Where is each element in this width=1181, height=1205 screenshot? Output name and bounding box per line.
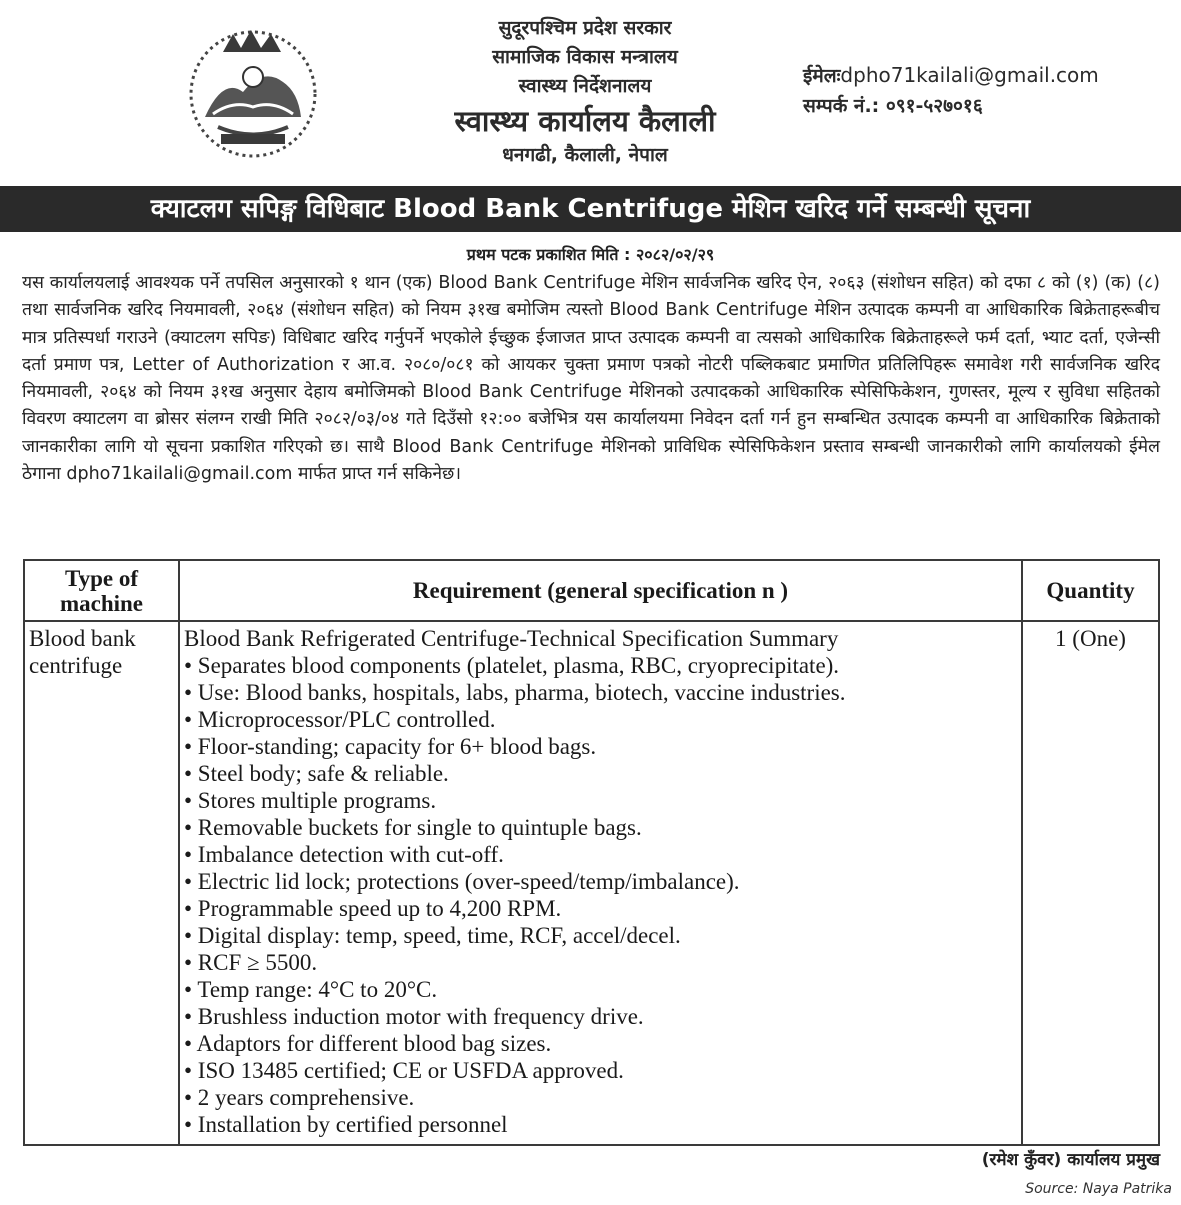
email-label: ईमेलः: [803, 65, 841, 87]
organization-block: [400, 14, 770, 169]
list-item: • Adaptors for different blood bag sizes.: [184, 1031, 552, 1056]
requirement-cell: [179, 621, 1022, 1145]
list-item: • Digital display: temp, speed, time, RCF, accel/decel.: [184, 923, 681, 948]
requirement-title: Blood Bank Refrigerated Centrifuge-Technical Specification Summary: [184, 626, 839, 651]
phone-label: सम्पर्क नं.:: [803, 95, 880, 117]
table-header-row: [24, 560, 1159, 621]
specification-table: [23, 559, 1160, 1146]
list-item: • Removable buckets for single to quintuple bags.: [184, 815, 642, 840]
phone-number: ०९१-५२७०१६: [885, 95, 983, 117]
notice-body: यस कार्यालयलाई आवश्यक पर्ने तपसिल अनुसारको १ थान (एक) Blood Bank Centrifuge मेशिन सार्वजनिक खरिद ऐन, २०६३ (संशोधन सहित) को दफा ८ को (१) (क) (८) तथा सार्वजनिक खरिद नियमावली, २०६४ (संशोधन सहित) को नियम ३१ख बमोजिम त्यस्तो Blood Bank Centrifuge मेशिन उत्पादक कम्पनी वा आधिकारिक बिक्रेताहरूबीच मात्र प्रतिस्पर्धा गराउने (क्याटलग सपिङ) विधिबाट खरिद गर्नुपर्ने भएकोले ईच्छुक ईजाजत प्राप्त उत्पादक कम्पनी वा त्यसको आधिकारिक बिक्रेताहरूले फर्म दर्ता, भ्याट दर्ता, एजेन्सी दर्ता प्रमाण पत्र, Letter of Authorization र आ.व. २०८०/०८१ को आयकर चुक्ता प्रमाण पत्रको नोटरी पब्लिकबाट प्रमाणित प्रतिलिपिहरू समावेश गरी सार्वजनिक खरिद नियमावली, २०६४ को नियम ३१ख अनुसार देहाय बमोजिमको Blood Bank Centrifuge मेशिनको उत्पादकको आधिकारिक स्पेसिफिकेशन, गुणस्तर, मूल्य र सुविधा सहितको विवरण क्याटलग वा ब्रोसर संलग्न राखी मिति २०८२/०३/०४ गते दिउँसो १२:०० बजेभित्र यस कार्यालयमा निवेदन दर्ता गर्न हुन सम्बन्धित उत्पादक कम्पनी वा आधिकारिक बिक्रेताको जानकारीका लागि यो सूचना प्रकाशित गरिएको छ। साथै Blood Bank Centrifuge मेशिनको प्राविधिक स्पेसिफिकेशन प्रस्ताव सम्बन्धी जानकारीको लागि कार्यालयको ईमेल ठेगाना dpho71kailali@gmail.com मार्फत प्राप्त गर्न सकिनेछ।: [22, 273, 1160, 485]
header-quantity: Quantity: [1022, 560, 1159, 621]
org-line-ministry: सामाजिक विकास मन्त्रालय: [492, 46, 678, 68]
requirement-list: [184, 652, 1017, 1138]
list-item: • Electric lid lock; protections (over-speed/temp/imbalance).: [184, 869, 740, 894]
table-row: [24, 621, 1159, 1145]
header-type-of-machine: Type of machine: [24, 560, 179, 621]
office-name: स्वास्थ्य कार्यालय कैलाली: [454, 104, 716, 138]
notice-title: क्याटलग सपिङ्ग विधिबाट Blood Bank Centrifuge मेशिन खरिद गर्ने सम्बन्धी सूचना: [0, 186, 1181, 232]
office-address: धनगढी, कैलाली, नेपाल: [502, 144, 668, 166]
list-item: • Programmable speed up to 4,200 RPM.: [184, 896, 562, 921]
list-item: • RCF ≥ 5500.: [184, 950, 318, 975]
list-item: • Stores multiple programs.: [184, 788, 437, 813]
list-item: • Steel body; safe & reliable.: [184, 761, 449, 786]
list-item: • 2 years comprehensive.: [184, 1085, 415, 1110]
list-item: • Installation by certified personnel: [184, 1112, 508, 1137]
email-row: [803, 60, 1099, 91]
list-item: • Separates blood components (platelet, plasma, RBC, cryoprecipitate).: [184, 653, 840, 678]
list-item: • Imbalance detection with cut-off.: [184, 842, 504, 867]
office-chief-signature: (रमेश कुँवर) कार्यालय प्रमुख: [981, 1150, 1160, 1170]
org-line-government: सुदूरपश्चिम प्रदेश सरकार: [498, 17, 672, 39]
email-address: dpho71kailali@gmail.com: [840, 63, 1099, 87]
machine-type-cell: Blood bank centrifuge: [24, 621, 179, 1145]
list-item: • Microprocessor/PLC controlled.: [184, 707, 496, 732]
list-item: • Use: Blood banks, hospitals, labs, pharma, biotech, vaccine industries.: [184, 680, 846, 705]
notice-header: [0, 0, 1181, 186]
source-credit: Source: Naya Patrika: [1025, 1181, 1172, 1197]
publication-date: प्रथम पटक प्रकाशित मिति : २०८२/०२/२९: [466, 245, 715, 264]
list-item: • ISO 13485 certified; CE or USFDA approved.: [184, 1058, 624, 1083]
list-item: • Floor-standing; capacity for 6+ blood bags.: [184, 734, 597, 759]
contact-block: [803, 60, 1099, 121]
phone-row: [803, 91, 1099, 121]
nepal-emblem-icon: [183, 22, 323, 162]
list-item: • Temp range: 4°C to 20°C.: [184, 977, 438, 1002]
org-line-directorate: स्वास्थ्य निर्देशनालय: [518, 75, 652, 97]
header-requirement: Requirement (general specification n ): [179, 560, 1022, 621]
list-item: • Brushless induction motor with frequency drive.: [184, 1004, 644, 1029]
quantity-cell: 1 (One): [1022, 621, 1159, 1145]
